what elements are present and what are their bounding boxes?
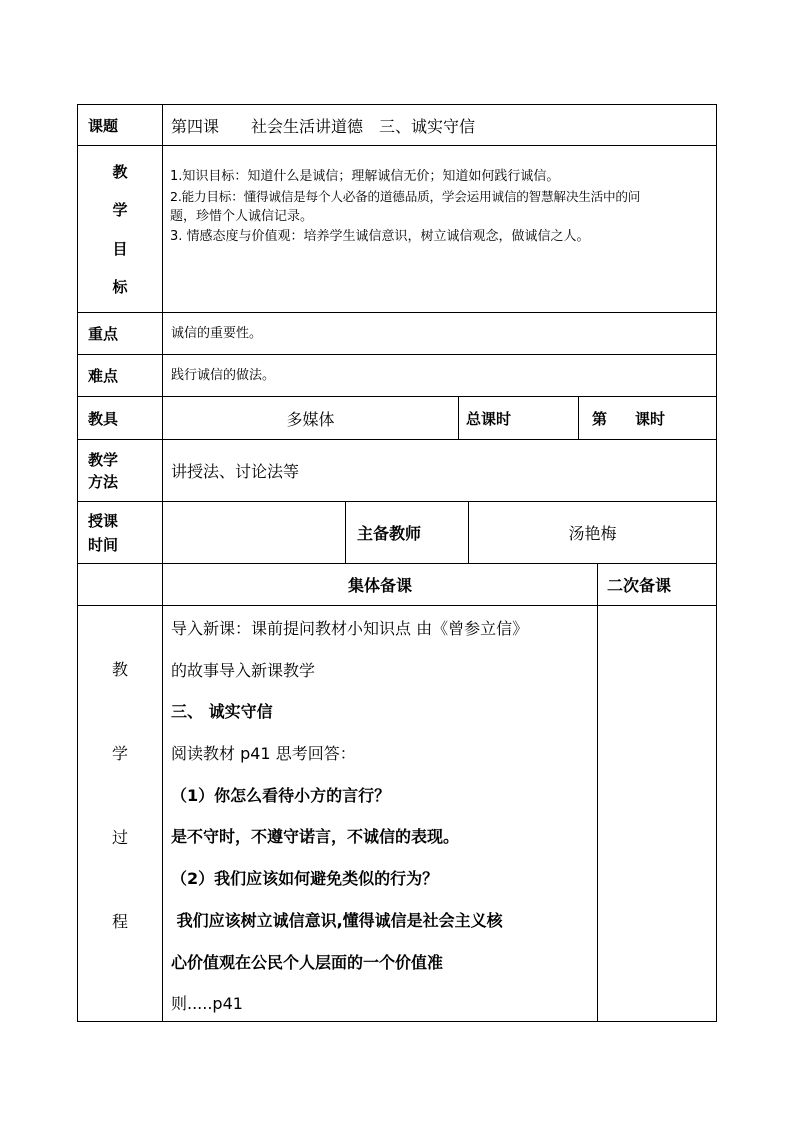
time-value xyxy=(163,502,345,563)
process-line: 心价值观在公民个人层面的一个价值准 xyxy=(171,952,444,972)
teacher-label: 主备教师 xyxy=(357,524,422,543)
method-value: 讲授法、讨论法等 xyxy=(171,462,300,481)
process-line: 我们应该树立诚信意识,懂得诚信是社会主义核 xyxy=(171,910,503,930)
process-label-char: 过 xyxy=(111,828,128,847)
total-periods-label: 总课时 xyxy=(466,409,512,428)
grid-line xyxy=(716,104,717,1022)
tools-value: 多媒体 xyxy=(286,409,335,429)
objective-line: 题，珍惜个人诚信记录。 xyxy=(170,209,314,224)
process-line: 的故事导入新课教学 xyxy=(171,660,316,680)
key-point-value: 诚信的重要性。 xyxy=(171,325,263,341)
objectives-content xyxy=(163,146,716,312)
second-prep-content xyxy=(598,606,716,1021)
process-label xyxy=(78,606,162,1021)
collective-prep-content xyxy=(163,606,597,1021)
process-label-char: 教 xyxy=(111,660,128,679)
process-line: （2）我们应该如何避免类似的行为？ xyxy=(171,869,439,889)
objective-line: 2.能力目标：懂得诚信是每个人必备的道德品质，学会运用诚信的智慧解决生活中的问 xyxy=(170,189,641,204)
process-label-char: 学 xyxy=(111,744,128,763)
collective-prep-header: 集体备课 xyxy=(347,576,412,595)
process-line: （1）你怎么看待小方的言行？ xyxy=(171,785,391,805)
objectives-label-char: 学 xyxy=(112,201,128,220)
objectives-label-char: 教 xyxy=(112,162,128,181)
teacher-name: 汤艳梅 xyxy=(568,524,617,543)
period-number: 第 课时 xyxy=(592,409,666,428)
process-line: 三、 诚实守信 xyxy=(171,702,273,722)
time-label: 授课 时间 xyxy=(88,512,119,554)
objectives-label-char: 目 xyxy=(112,239,128,258)
second-prep-header: 二次备课 xyxy=(607,576,672,595)
process-line: 导入新课：课前提问教材小知识点 由《曾参立信》 xyxy=(171,619,529,638)
method-label: 教学 方法 xyxy=(88,451,119,491)
process-line: 阅读教材 p41 思考回答： xyxy=(171,744,356,764)
topic-label: 课题 xyxy=(88,116,119,135)
difficulty-value: 践行诚信的做法。 xyxy=(171,367,276,383)
objective-line: 1.知识目标：知道什么是诚信；理解诚信无价；知道如何践行诚信。 xyxy=(170,169,560,184)
objectives-label xyxy=(78,146,162,312)
process-label-char: 程 xyxy=(111,912,128,931)
key-point-label: 重点 xyxy=(88,325,119,343)
process-line: 则.....p41 xyxy=(171,994,243,1014)
objectives-label-char: 标 xyxy=(112,278,128,297)
process-line: 是不守时，不遵守诺言，不诚信的表现。 xyxy=(171,827,460,847)
tools-label: 教具 xyxy=(88,409,119,428)
objective-line: 3. 情感态度与价值观：培养学生诚信意识，树立诚信观念，做诚信之人。 xyxy=(170,229,590,244)
topic-value: 第四课 社会生活讲道德 三、诚实守信 xyxy=(171,116,476,136)
difficulty-label: 难点 xyxy=(88,367,119,385)
